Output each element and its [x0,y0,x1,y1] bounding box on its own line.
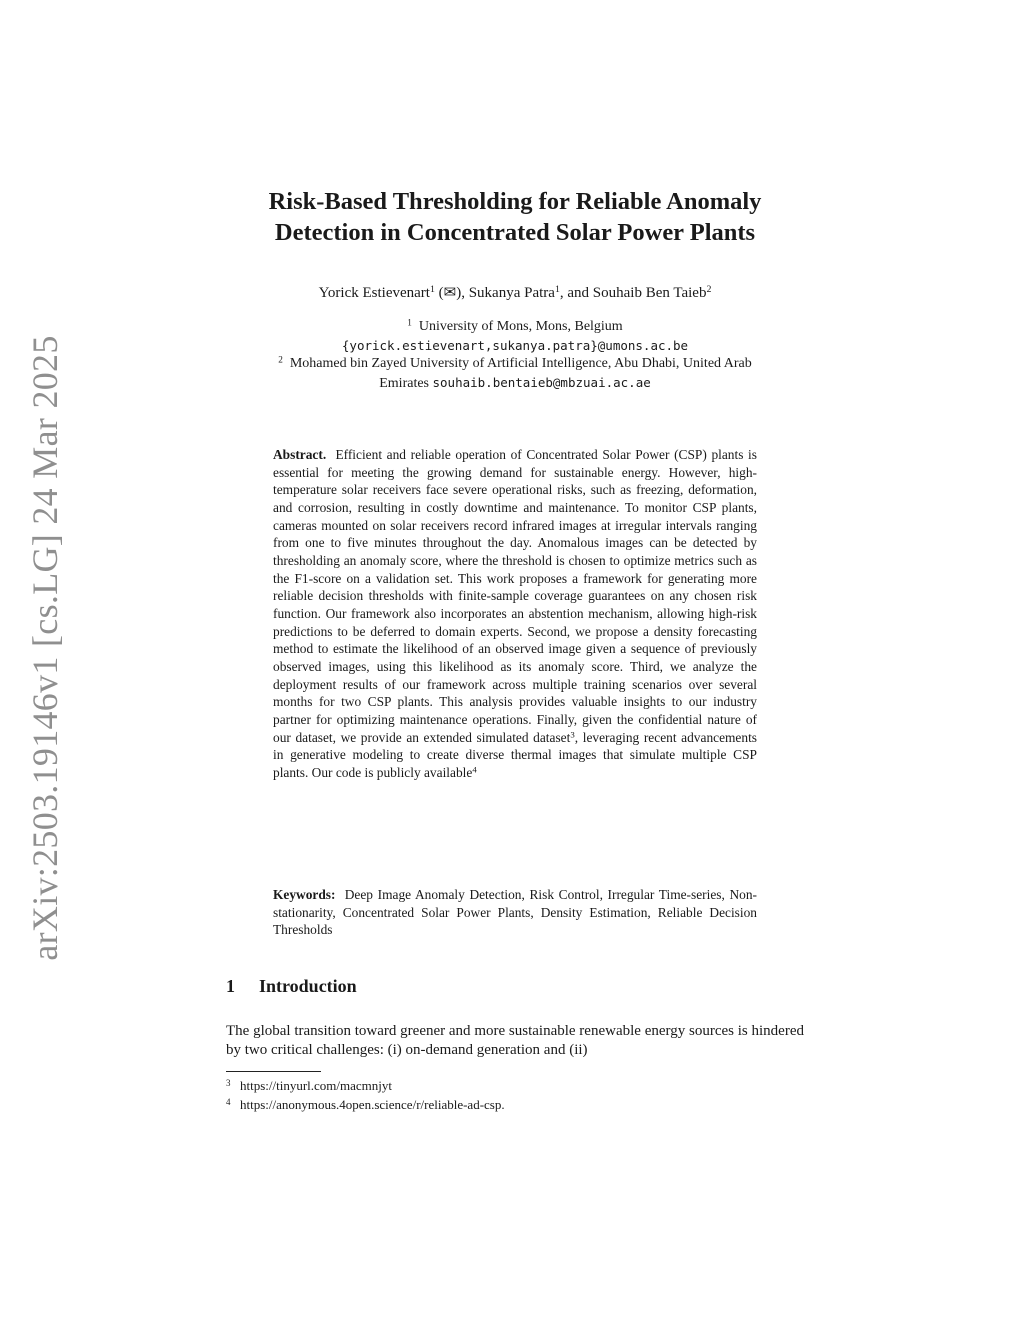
footnote-link[interactable]: https://anonymous.4open.science/r/reliable-ad-csp. [240,1097,505,1112]
arxiv-identifier: arXiv:2503.19146v1 [cs.LG] 24 Mar 2025 [25,335,65,961]
abstract-text-cont: , leveraging recent advancements in generative modeling to create diverse thermal images that simulate multiple CSP plants. Our code is publicly available [273,729,758,780]
footnote-ref-4: 4 [472,764,477,775]
title-line-2: Detection in Concentrated Solar Power Plants [274,219,756,246]
paper-title [225,186,805,248]
author-name: Sukanya Patra [468,285,555,301]
affiliation-marker: 1 [429,284,435,296]
author-connector: , and [559,285,590,301]
title-line-1: Risk-Based Thresholding for Reliable Anomaly [268,188,762,215]
keywords [273,886,757,939]
section-heading [226,976,357,997]
affiliation-2: $^2$ Mohamed bin Zayed University of Artificial Intelligence, Abu Dhabi, United Arab [278,354,752,371]
affiliation-2-email: souhaib.bentaieb@mbzuai.ac.ae [432,374,651,390]
abstract-label: Abstract. [273,447,327,462]
footnotes [226,1076,505,1114]
abstract-text: Efficient and reliable operation of Concentrated Solar Power (CSP) plants is essential for meeting the growing demand for sustainable energy. However, high-temperature solar receivers face severe operational risks, such as freezing, deformation, and corrosion, resulting in costly downtime and maintenance. To monitor CSP plants, cameras mounted on solar receivers record infrared images at irregular intervals ranging from one to five minutes throughout the day. Anomalous images can be detected by thresholding an anomaly score, where the threshold is chosen to optimize metrics such as the F1-score on a validation set. This work proposes a framework for generating more reliable decision thresholds with finite-sample coverage guarantees on any chosen risk function. Our framework also incorporates an abstention mechanism, allowing high-risk predictions to be deferred to domain experts. Second, we propose a density forecasting method to estimate the likelihood of an observed image given a sequence of previously observed images, using this likelihood as its anomaly score. Third, we analyze the deployment results of our framework across multiple training scenarios over several months for two CSP plants. This analysis provides valuable insights to our industry partner for optimizing maintenance operations. Finally, given the confidential nature of our dataset, we provide an extended simulated dataset [273,447,757,745]
affiliations [225,318,805,393]
intro-paragraph: The global transition toward greener and more sustainable renewable energy sources is hindered by two critical challenges: (i) on-demand generation and (ii) [226,1023,804,1058]
footnote-3: $^3$ https://tinyurl.com/macmnjyt [226,1077,393,1093]
affiliation-1-email: {yorick.estievenart,sukanya.patra}@umons.ac.be [341,337,689,353]
author-name: Souhaib Ben Taieb [592,285,707,301]
footnote-rule [226,1071,321,1072]
affiliation-1: $^1$ University of Mons, Mons, Belgium [407,317,623,334]
keywords-text: Deep Image Anomaly Detection, Risk Control, Irregular Time-series, Non-stationarity, Concentrated Solar Power Plants, Density Estimation, Reliable Decision Thresholds [273,887,757,938]
affiliation-2-cont: Emirates souhaib.bentaieb@mbzuai.ac.ae [379,374,651,391]
affiliation-marker: 2 [706,284,712,296]
abstract [273,446,757,781]
arxiv-sidebar [0,0,100,1325]
corresponding-author-mark: (✉), [438,285,465,301]
section-number: 1 [226,976,235,996]
footnote-link[interactable]: https://tinyurl.com/macmnjyt [240,1078,393,1093]
author-name: Yorick Estievenart [318,285,430,301]
keywords-label: Keywords: [273,887,336,902]
footnote-4: $^4$ https://anonymous.4open.science/r/reliable-ad-csp. [226,1096,505,1112]
section-title: Introduction [259,976,357,996]
affiliation-marker: 1 [554,284,560,296]
footnote-ref-3: 3 [570,729,575,740]
author-list [225,283,805,302]
